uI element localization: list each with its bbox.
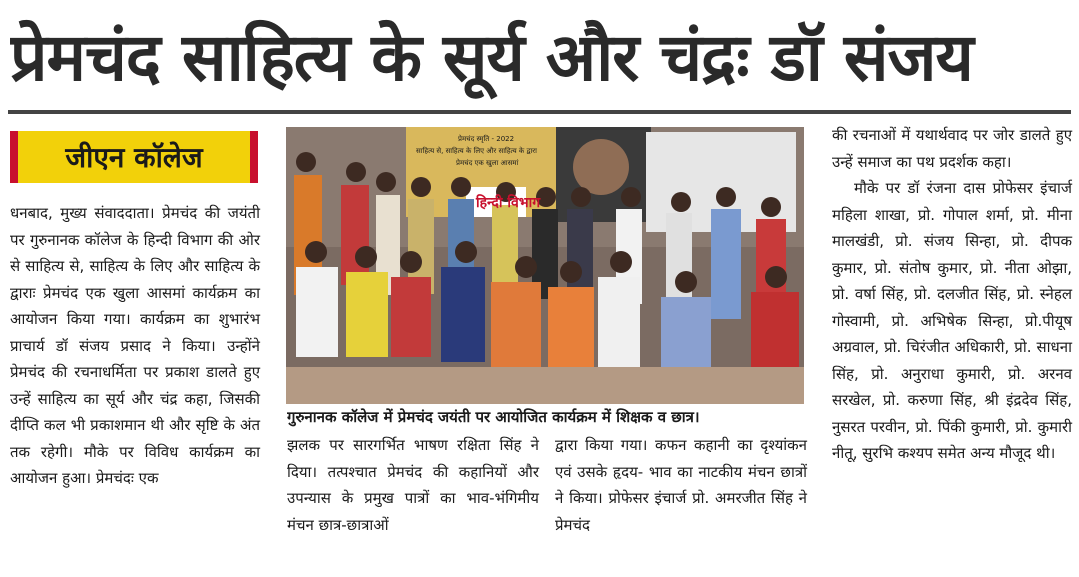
banner-line-1: प्रेमचंद स्मृति - 2022 bbox=[458, 135, 515, 143]
article-column-4 bbox=[832, 122, 1072, 467]
kicker-bar-left bbox=[10, 131, 18, 183]
banner-line-4: हिन्दी विभाग bbox=[476, 195, 541, 211]
article-column-2 bbox=[287, 432, 539, 538]
headline: प्रेमचंद साहित्य के सूर्य और चंद्रः डॉ संजय bbox=[10, 19, 973, 96]
article-column-3 bbox=[555, 432, 807, 538]
kicker-label: जीएन कॉलेज bbox=[18, 131, 250, 183]
photo-caption: गुरुनानक कॉलेज में प्रेमचंद जयंती पर आयोजित कार्यक्रम में शिक्षक व छात्र। bbox=[287, 408, 700, 426]
kicker-bar-right bbox=[250, 131, 258, 183]
article-column-1 bbox=[10, 200, 260, 492]
column-4-paragraph-2: मौके पर डॉ रंजना दास प्रोफेसर इंचार्ज महिला शाखा, प्रो. गोपाल शर्मा, प्रो. मीना मालखंडी, प्रो. संजय सिन्हा, प्रो. दीपक कुमार, प्रो. संतोष कुमार, प्रो. नीता ओझा, प्रो. वर्षा सिंह, प्रो. दलजीत सिंह, प्रो. स्नेहल गोस्वामी, प्रो. अभिषेक सिन्हा, प्रो.पीयूष अग्रवाल, प्रो. चिरंजीत अधिकारी, प्रो. साधना सिंह, प्रो. अनुराधा कुमारी, प्रो. अरनव सरखेल, प्रो. करुणा सिंह, श्री इंद्रदेव सिंह, नुसरत परवीन, प्रो. पिंकी कुमारी, प्रो. कुमारी नीतू, सुरभि कश्यप समेत अन्य मौजूद थी। bbox=[832, 179, 1072, 462]
banner-line-2: साहित्य से, साहित्य के लिए और साहित्य के द्वारा bbox=[416, 147, 537, 155]
column-2-text: झलक पर सारगर्भित भाषण रक्षिता सिंह ने दिया। तत्पश्चात प्रेमचंद की कहानियों और उपन्यास के प्रमुख पात्रों का भाव-भंगिमीय मंचन छात्र-छात्राओं bbox=[287, 436, 539, 534]
section-kicker bbox=[10, 131, 258, 183]
event-photo bbox=[286, 127, 804, 404]
column-4-paragraph-1: की रचनाओं में यथार्थवाद पर जोर डालते हुए उन्हें समाज का पथ प्रदर्शक कहा। bbox=[832, 126, 1072, 171]
banner-line-3: प्रेमचंद एक खुला आसमां bbox=[456, 159, 519, 167]
column-1-text: धनबाद, मुख्य संवाददाता। प्रेमचंद की जयंती पर गुरुनानक कॉलेज के हिन्दी विभाग की ओर से साहित्य से, साहित्य के लिए और साहित्य के द्वाराः प्रेमचंद एक खुला आसमां कार्यक्रम का आयोजन किया गया। कार्यक्रम का शुभारंभ प्राचार्य डॉ संजय प्रसाद ने किया। उन्होंने प्रेमचंद की रचनाधर्मिता पर प्रकाश डालते हुए उन्हें साहित्य का सूर्य और चंद्र कहा, जिसकी दीप्ति कल भी प्रकाशमान थी और सृष्टि के अंत तक रहेगी। मौके पर विविध कार्यक्रम का आयोजन हुआ। प्रेमचंदः एक bbox=[10, 204, 260, 487]
headline-rule bbox=[8, 110, 1071, 114]
column-3-text: द्वारा किया गया। कफन कहानी का दृश्यांकन एवं उसके हृदय- भाव का नाटकीय मंचन छात्रों ने किया। प्रोफेसर इंचार्ज प्रो. अमरजीत सिंह ने प्रेमचंद bbox=[555, 436, 807, 534]
